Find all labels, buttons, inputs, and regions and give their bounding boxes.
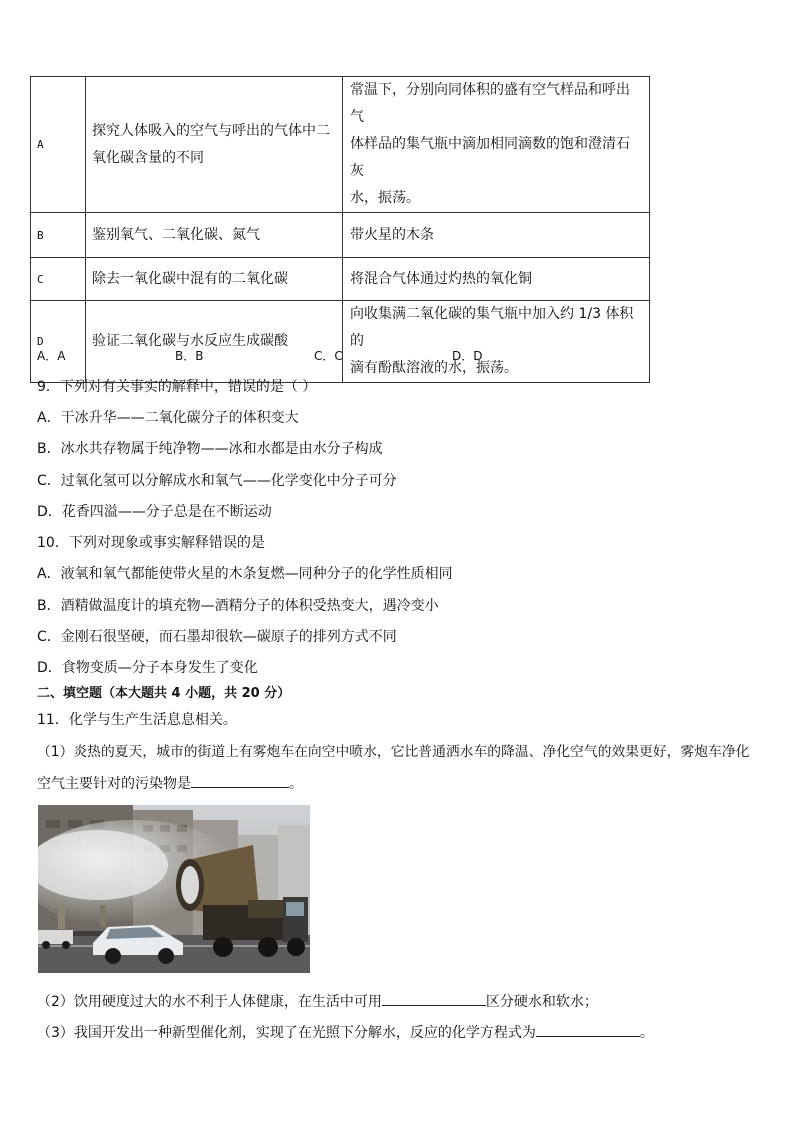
question-10-option-d: D．食物变质—分子本身发生了变化	[37, 660, 258, 676]
text-line: 验证二氧化碳与水反应生成碳酸	[92, 333, 288, 349]
answer-blank[interactable]	[382, 991, 486, 1006]
text-line: 探究人体吸入的空气与呼出的气体中二	[92, 122, 330, 139]
question-11-part-1-cont	[37, 773, 303, 794]
table-row	[31, 301, 650, 383]
question-11-stem: 11．化学与生产生活息息相关。	[37, 712, 237, 728]
choice-b: B．B	[175, 349, 204, 363]
text-line: 滴有酚酞溶液的水，振荡。	[350, 360, 518, 376]
text-line: 向收集满二氧化碳的集气瓶中加入约 1/3 体积的	[350, 306, 634, 349]
experiment-purpose	[86, 77, 343, 213]
text-line: 带火星的木条	[350, 226, 434, 243]
question-11-part-1: （1）炎热的夏天，城市的街道上有雾炮车在向空中喷水，它比普通洒水车的降温、净化空气的效果更好，雾炮车净化	[37, 744, 750, 760]
text-line: 常温下，分别向同体积的盛有空气样品和呼出气	[350, 82, 630, 125]
text-span: （2）饮用硬度过大的水不利于人体健康，在生活中可用	[37, 994, 382, 1010]
q8-choices	[37, 345, 637, 365]
text-line: 体样品的集气瓶中滴加相同滴数的饱和澄清石灰	[350, 136, 630, 179]
option-letter: C	[31, 258, 86, 301]
experiment-purpose	[86, 258, 343, 301]
experiment-method	[343, 77, 650, 213]
question-9-option-d: D．花香四溢——分子总是在不断运动	[37, 504, 272, 520]
experiment-table	[30, 76, 650, 383]
fog-cannon-truck-photo	[38, 805, 310, 973]
answer-blank[interactable]	[191, 773, 289, 788]
text-line: 水，振荡。	[350, 190, 420, 206]
question-9-option-b: B．冰水共存物属于纯净物——冰和水都是由水分子构成	[37, 441, 383, 457]
question-11-part-3	[37, 1022, 654, 1043]
text-line: 除去一氧化碳中混有的二氧化碳	[92, 270, 288, 287]
text-line: 氧化碳含量的不同	[92, 149, 204, 166]
text-span: 空气主要针对的污染物是	[37, 776, 191, 792]
text-span: （3）我国开发出一种新型催化剂，实现了在光照下分解水，反应的化学方程式为	[37, 1025, 536, 1041]
text-span: 。	[639, 1025, 654, 1041]
table-row	[31, 213, 650, 258]
experiment-method	[343, 213, 650, 258]
option-letter: A	[31, 77, 86, 213]
choice-a: A．A	[37, 349, 66, 363]
choice-c: C．C	[314, 349, 343, 363]
question-11-part-2	[37, 991, 598, 1012]
table-row	[31, 258, 650, 301]
section-heading: 二、填空题（本大题共 4 小题，共 20 分）	[37, 686, 291, 701]
experiment-purpose	[86, 213, 343, 258]
question-9-option-c: C．过氧化氢可以分解成水和氧气——化学变化中分子可分	[37, 473, 397, 489]
question-10-stem: 10．下列对现象或事实解释错误的是	[37, 535, 265, 551]
choice-d: D．D	[452, 349, 483, 363]
option-letter: D	[31, 301, 86, 383]
experiment-method	[343, 301, 650, 383]
answer-blank[interactable]	[536, 1022, 640, 1037]
text-line: 将混合气体通过灼热的氧化铜	[350, 270, 532, 287]
experiment-purpose	[86, 301, 343, 383]
question-9-option-a: A．干冰升华——二氧化碳分子的体积变大	[37, 410, 299, 426]
question-9-stem: 9．下列对有关事实的解释中，错误的是（ ）	[37, 379, 317, 395]
experiment-method	[343, 258, 650, 301]
text-line: 鉴别氧气、二氧化碳、氮气	[92, 226, 260, 243]
text-span: 。	[289, 776, 303, 792]
question-10-option-c: C．金刚石很坚硬，而石墨却很软—碳原子的排列方式不同	[37, 629, 397, 645]
option-letter: B	[31, 213, 86, 258]
question-10-option-a: A．液氧和氧气都能使带火星的木条复燃—同种分子的化学性质相同	[37, 566, 453, 582]
text-span: 区分硬水和软水；	[485, 994, 598, 1010]
question-10-option-b: B．酒精做温度计的填充物—酒精分子的体积受热变大，遇冷变小	[37, 598, 439, 614]
table-row	[31, 77, 650, 213]
